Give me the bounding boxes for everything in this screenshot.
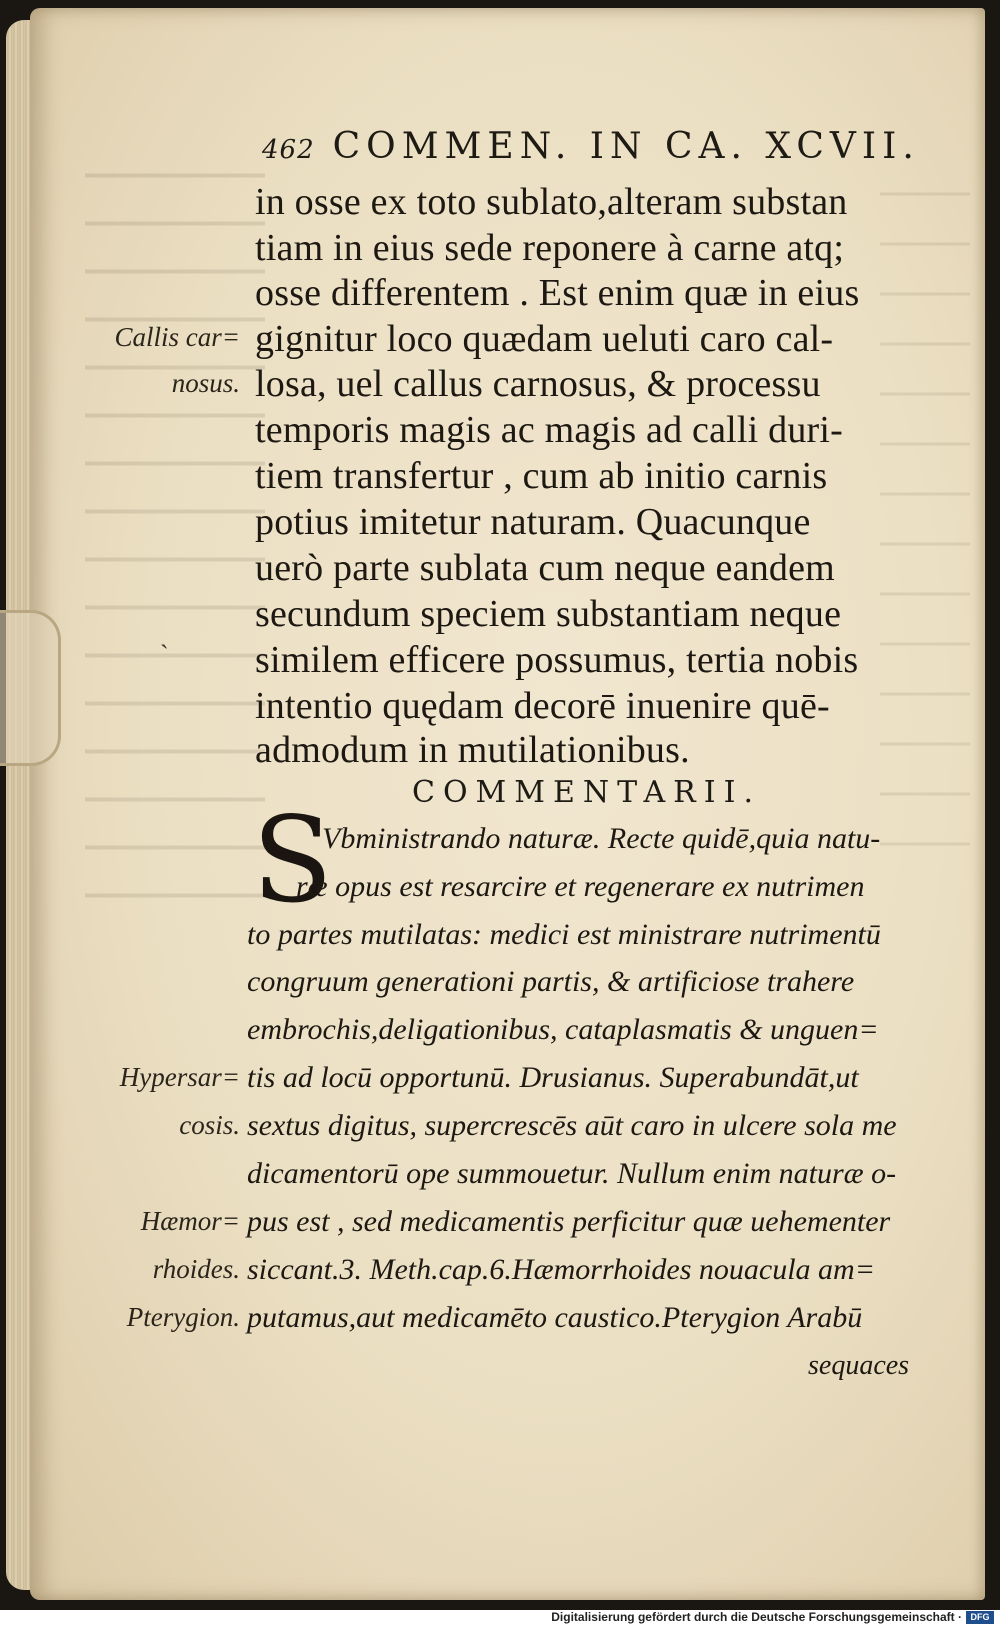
dfg-logo: DFG xyxy=(966,1611,994,1624)
margin-note: rhoides. xyxy=(152,1254,240,1284)
section-heading: COMMENTARII. xyxy=(412,775,761,810)
margin-mark: ˋ xyxy=(160,640,169,669)
running-head-title: COMMEN. IN CA. XCVII. xyxy=(332,126,920,167)
commentary-line: ræ opus est resarcire et regenerare ex nutrimen xyxy=(296,870,865,903)
body-line: tiam in eius sede reponere à carne atq; xyxy=(255,227,845,269)
catchword: sequaces xyxy=(808,1350,910,1381)
body-line: intentio quędam decorē inuenire quē- xyxy=(255,685,830,727)
body-line: potius imitetur naturam. Quacunque xyxy=(255,501,811,543)
margin-note: nosus. xyxy=(171,368,240,398)
body-line: gignitur loco quædam ueluti caro cal- xyxy=(255,318,834,360)
bleed-through-text-left xyxy=(85,160,265,920)
margin-note: Pterygion. xyxy=(126,1302,240,1332)
commentary-line: to partes mutilatas: medici est ministrare nutrimentū xyxy=(247,918,881,951)
drop-cap: S xyxy=(252,791,333,929)
margin-note: Hypersar= xyxy=(119,1062,240,1092)
commentary-line: Vbministrando naturæ. Recte quidē,quia natu- xyxy=(322,822,881,855)
body-line: losa, uel callus carnosus, & processu xyxy=(255,363,821,405)
margin-note: Callis car= xyxy=(114,322,240,352)
commentary-line: siccant.3. Meth.cap.6.Hæmorrhoides nouacula am= xyxy=(247,1253,875,1286)
margin-note: cosis. xyxy=(179,1110,240,1140)
commentary-line: putamus,aut medicamēto caustico.Pterygion Arabū xyxy=(247,1301,863,1334)
digitization-credit: Digitalisierung gefördert durch die Deutsche Forschungsgemeinschaft · xyxy=(551,1610,962,1624)
body-line: osse differentem . Est enim quæ in eius xyxy=(255,272,860,314)
commentary-line: sextus digitus, supercrescēs aūt caro in ulcere sola me xyxy=(247,1109,897,1142)
commentary-line: embrochis,deligationibus, cataplasmatis & unguen= xyxy=(247,1013,879,1046)
body-line: similem efficere possumus, tertia nobis xyxy=(255,639,859,681)
margin-note: Hæmor= xyxy=(140,1206,240,1236)
commentary-line: congruum generationi partis, & artificiose trahere xyxy=(247,965,855,998)
page-number: 462 xyxy=(262,135,315,165)
body-line: in osse ex toto sublato,alteram substan xyxy=(255,181,848,223)
body-line: secundum speciem substantiam neque xyxy=(255,593,842,635)
bleed-through-text-right xyxy=(880,170,970,870)
body-line: uerò parte sublata cum neque eandem xyxy=(255,547,835,589)
commentary-line: pus est , sed medicamentis perficitur quæ uehementer xyxy=(247,1205,891,1238)
commentary-line: tis ad locū opportunū. Drusianus. Superabundāt,ut xyxy=(247,1061,859,1094)
body-line: tiem transfertur , cum ab initio carnis xyxy=(255,455,828,497)
commentary-line: dicamentorū ope summouetur. Nullum enim naturæ o- xyxy=(247,1157,897,1190)
body-line: temporis magis ac magis ad calli duri- xyxy=(255,409,843,451)
running-head xyxy=(262,126,922,167)
page-clip xyxy=(0,610,61,766)
body-line: admodum in mutilationibus. xyxy=(255,729,690,771)
